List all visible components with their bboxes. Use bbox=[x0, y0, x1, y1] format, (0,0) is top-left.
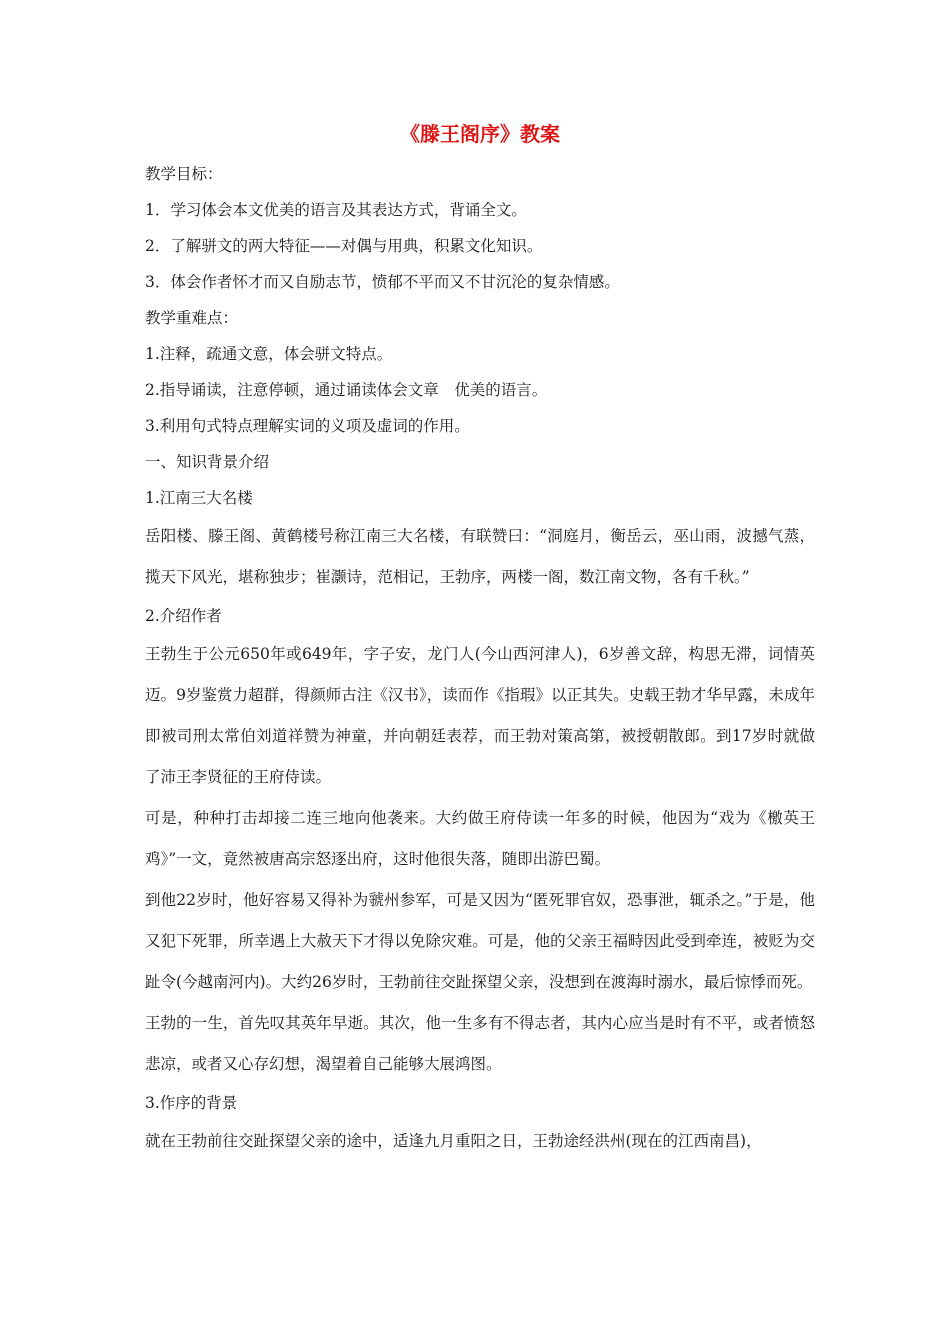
document-page bbox=[145, 118, 815, 1162]
goals-heading: 教学目标： bbox=[145, 165, 223, 183]
key-point-item: 1.注释，疏通文意，体会骈文特点。 bbox=[145, 345, 393, 363]
subsection-heading: 1.江南三大名楼 bbox=[145, 489, 253, 507]
subsection-heading: 2.介绍作者 bbox=[145, 607, 222, 625]
goal-item: 1．学习体会本文优美的语言及其表达方式，背诵全文。 bbox=[145, 201, 527, 219]
goal-item: 2．了解骈文的两大特征——对偶与用典，积累文化知识。 bbox=[145, 237, 543, 255]
goal-item: 3．体会作者怀才而又自励志节，愤郁不平而又不甘沉沦的复杂情感。 bbox=[145, 273, 620, 291]
section-heading: 一、知识背景介绍 bbox=[145, 453, 270, 471]
subsection-heading: 3.作序的背景 bbox=[145, 1094, 238, 1112]
paragraph: 岳阳楼、滕王阁、黄鹤楼号称江南三大名楼，有联赞曰：“洞庭月，衡岳云，巫山雨，波撼气蒸，揽天下风光，堪称独步；崔灏诗，范相记，王勃序，两楼一阁，数江南文物，各有千秋。” bbox=[145, 527, 815, 586]
key-point-item: 2.指导诵读，注意停顿，通过诵读体会文章 优美的语言。 bbox=[145, 381, 548, 399]
key-point-item: 3.利用句式特点理解实词的义项及虚词的作用。 bbox=[145, 417, 470, 435]
key-points-heading: 教学重难点： bbox=[145, 309, 239, 327]
paragraph: 到他22岁时，他好容易又得补为虢州参军，可是又因为“匿死罪官奴，恐事泄，辄杀之。”于是，他又犯下死罪，所幸遇上大赦天下才得以免除灾难。可是，他的父亲王福畤因此受到牵连，被贬为交趾令(今越南河内)。大约26岁时，王勃前往交趾探望父亲，没想到在渡海时溺水，最后惊悸而死。 bbox=[145, 891, 815, 991]
paragraph: 可是，种种打击却接二连三地向他袭来。大约做王府侍读一年多的时候，他因为“戏为《檄英王鸡》”一文，竟然被唐高宗怒逐出府，这时他很失落，随即出游巴蜀。 bbox=[145, 809, 815, 868]
paragraph: 王勃生于公元650年或649年，字子安，龙门人(今山西河津人)，6岁善文辞，构思无滞，词情英迈。9岁鉴赏力超群，得颜师古注《汉书》，读而作《指瑕》以正其失。史载王勃才华早露，未成年即被司刑太常伯刘道祥赞为神童，并向朝廷表荐，而王勃对策高第，被授朝散郎。到17岁时就做了沛王李贤征的王府侍读。 bbox=[145, 645, 815, 786]
document-title: 《滕王阁序》教案 bbox=[400, 122, 560, 146]
paragraph: 王勃的一生，首先叹其英年早逝。其次，他一生多有不得志者，其内心应当是时有不平，或者愤怒悲凉，或者又心存幻想，渴望着自己能够大展鸿图。 bbox=[145, 1014, 815, 1073]
paragraph: 就在王勃前往交趾探望父亲的途中，适逢九月重阳之日，王勃途经洪州(现在的江西南昌)， bbox=[145, 1132, 762, 1150]
